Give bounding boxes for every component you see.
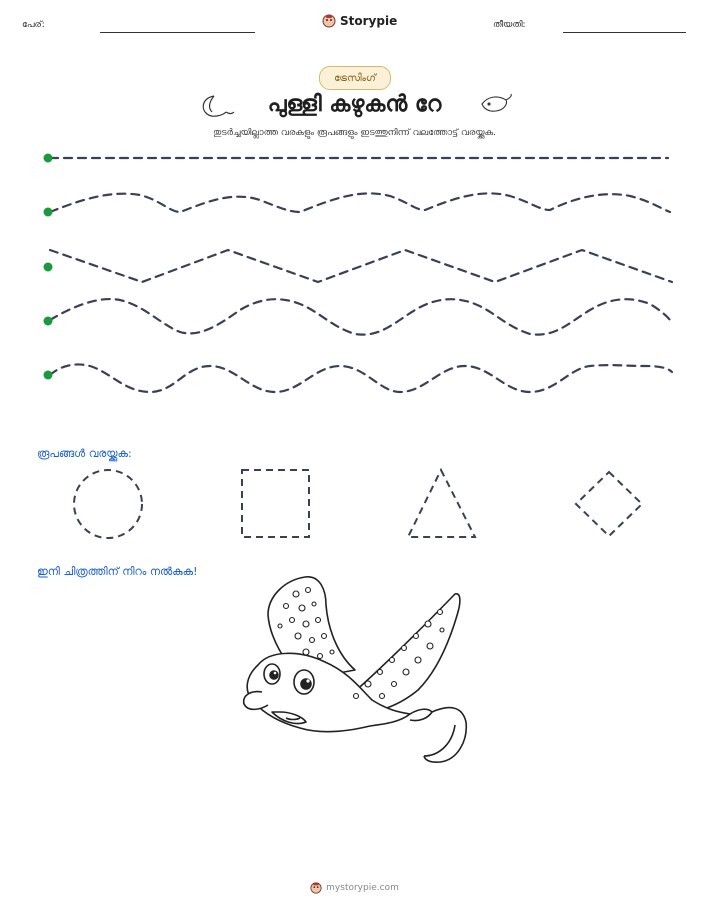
- shapes-heading: രൂപങ്ങൾ വരയ്ക്കുക:: [37, 447, 132, 460]
- instructions: തുടർച്ചയില്ലാത്ത വരകളും രൂപങ്ങളും ഇടത്തുനിന്ന് വലത്തോട്ട് വരയ്ക്കുക.: [213, 128, 496, 138]
- footer-url[interactable]: mystorypie.com: [326, 883, 399, 893]
- eagle-ray-illustration[interactable]: [244, 577, 467, 762]
- footer: [0, 882, 709, 894]
- title-text: പുള്ളി കഴുകൻ റേ: [267, 92, 442, 117]
- category-badge: ട്രേസിംഗ്: [319, 66, 391, 90]
- date-label: തീയതി:: [493, 20, 526, 30]
- storypie-mascot-icon: [310, 882, 322, 894]
- coloring-heading: ഇനി ചിത്രത്തിന് നിറം നൽകുക!: [37, 565, 198, 578]
- name-label: പേര്:: [22, 20, 45, 30]
- brand-name: Storypie: [340, 14, 398, 28]
